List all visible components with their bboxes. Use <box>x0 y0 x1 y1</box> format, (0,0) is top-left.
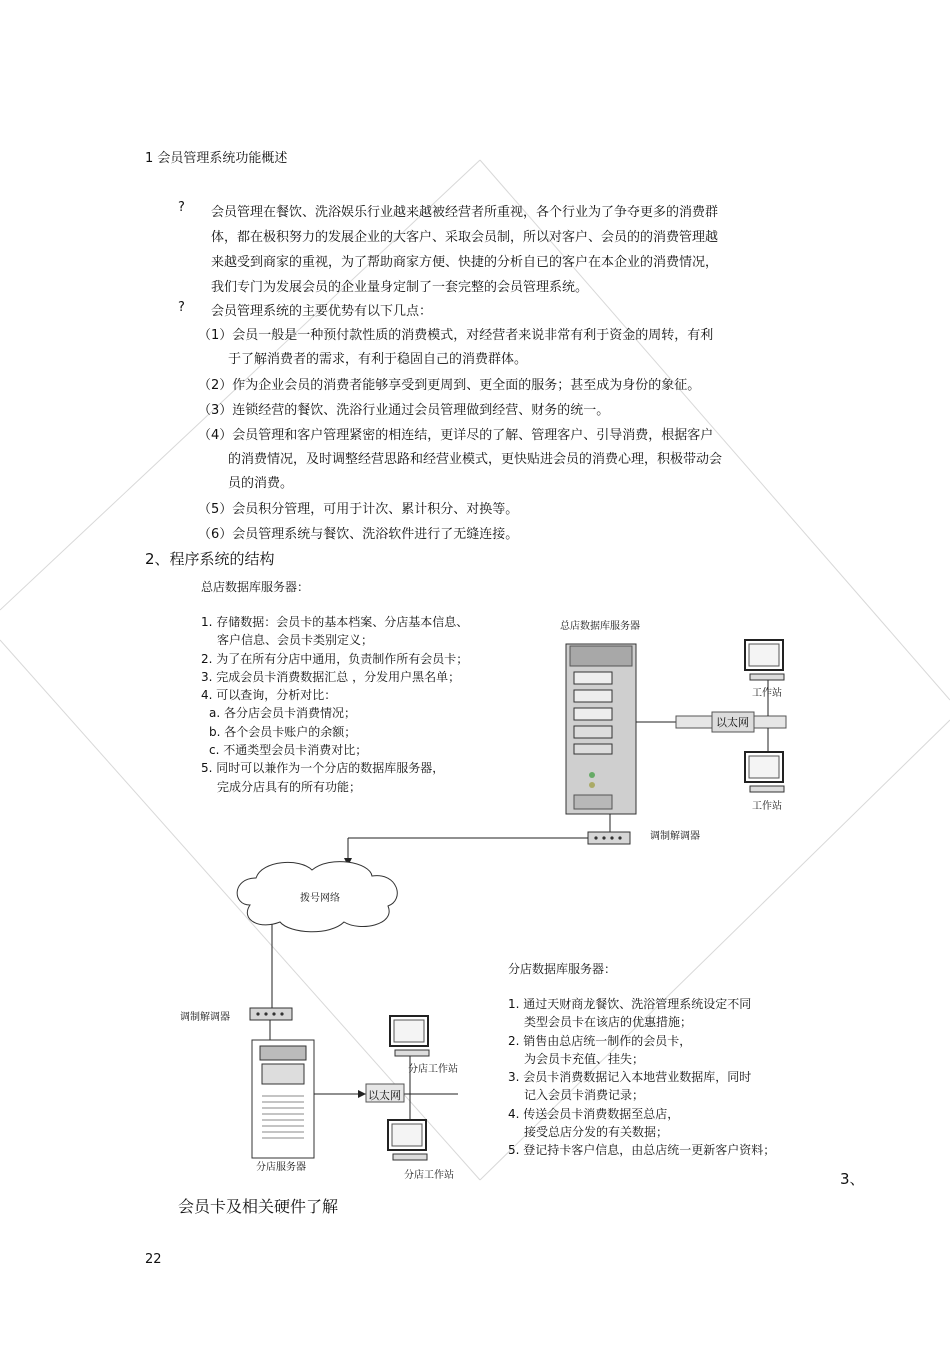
list-item: b. 各个会员卡账户的余额； <box>209 724 357 739</box>
branch-workstation-label: 分店工作站 <box>408 1064 458 1075</box>
hq-server-icon <box>566 644 636 814</box>
section1-heading: 1 会员管理系统功能概述 <box>145 151 288 166</box>
list-item: 员的消费。 <box>228 476 294 491</box>
list-item: 4. 可以查询，分析对比： <box>201 688 337 703</box>
intro-paragraph <box>211 200 718 300</box>
list-item: （6）会员管理系统与餐饮、洗浴软件进行了无缝连接。 <box>198 527 519 542</box>
workstation-icon <box>745 640 784 680</box>
bullet-marker: ? <box>178 300 185 315</box>
list-item: 2. 销售由总店统一制作的会员卡， <box>508 1033 692 1048</box>
branch-title: 分店数据库服务器： <box>508 962 617 976</box>
branch-list <box>508 995 775 1160</box>
workstation-icon <box>388 1120 427 1160</box>
workstation-icon <box>745 752 784 792</box>
list-item: 客户信息、会员卡类别定义； <box>217 633 374 648</box>
list-item: （3）连锁经营的餐饮、洗浴行业通过会员管理做到经营、财务的统一。 <box>198 403 610 418</box>
ethernet-label: 以太网 <box>368 1089 401 1102</box>
list-item: 1. 通过天财商龙餐饮、洗浴管理系统设定不同 <box>508 997 752 1011</box>
list-item: 记入会员卡消费记录； <box>524 1088 645 1103</box>
text-line: 来越受到商家的重视，为了帮助商家方便、快捷的分析自已的客户在本企业的消费情况， <box>211 255 719 270</box>
list-item: （2）作为企业会员的消费者能够享受到更周到、更全面的服务；甚至成为身份的象征。 <box>198 378 701 393</box>
modem-icon <box>250 1008 292 1020</box>
section2-heading: 2、程序系统的结构 <box>145 550 275 568</box>
bullet-marker: ? <box>178 200 185 215</box>
branch-server-icon <box>252 1040 314 1158</box>
workstation-icon <box>390 1016 429 1056</box>
workstation-label: 工作站 <box>752 688 782 699</box>
list-item: 接受总店分发的有关数据； <box>524 1125 669 1140</box>
dialup-label: 拨号网络 <box>300 893 340 904</box>
hq-list <box>201 613 468 796</box>
list-item: 类型会员卡在该店的优惠措施； <box>524 1015 693 1030</box>
list-item: 3. 完成会员卡消费数据汇总 ，分发用户黑名单； <box>201 669 461 684</box>
text-line: 我们专门为发展会员的企业量身定制了一套完整的会员管理系统。 <box>211 280 589 295</box>
list-item: 的消费情况，及时调整经营思路和经营业模式，更快贴进会员的消费心理，积极带动会 <box>228 452 723 467</box>
list-item: 为会员卡充值、挂失； <box>524 1051 645 1066</box>
page-number: 22 <box>145 1252 162 1267</box>
workstation-label: 工作站 <box>752 801 782 812</box>
list-item: （1）会员一般是一种预付款性质的消费模式，对经营者来说非常有利于资金的周转，有利 <box>198 328 714 343</box>
modem-label: 调制解调器 <box>650 831 700 842</box>
list-item: （5）会员积分管理，可用于计次、累计积分、对换等。 <box>198 502 519 517</box>
modem-label: 调制解调器 <box>180 1012 230 1023</box>
list-item: 完成分店具有的所有功能； <box>217 779 362 794</box>
text-line: 会员管理在餐饮、洗浴娱乐行业越来越被经营者所重视，各个行业为了争夺更多的消费群 <box>211 205 719 220</box>
hq-server-label: 总店数据库服务器 <box>560 621 640 632</box>
text-line: 体，都在极积努力的发展企业的大客户、采取会员制，所以对客户、会员的的消费管理越 <box>211 230 719 245</box>
list-item: 1. 存储数据：会员卡的基本档案、分店基本信息、 <box>201 615 469 629</box>
modem-icon <box>588 832 630 844</box>
section3-number: 3、 <box>840 1170 865 1188</box>
section3-heading: 会员卡及相关硬件了解 <box>178 1197 339 1216</box>
list-item: 2. 为了在所有分店中通用，负责制作所有会员卡； <box>201 651 469 666</box>
list-item: 3. 会员卡消费数据记入本地营业数据库，同时 <box>508 1070 752 1085</box>
list-item: 5. 登记持卡客户信息，由总店统一更新客户资料； <box>508 1143 776 1158</box>
list-item: 4. 传送会员卡消费数据至总店， <box>508 1106 680 1121</box>
list-item: 于了解消费者的需求，有利于稳固自己的消费群体。 <box>228 352 528 367</box>
list-item: c. 不通类型会员卡消费对比； <box>209 743 368 758</box>
list-item: 5. 同时可以兼作为一个分店的数据库服务器， <box>201 761 445 776</box>
list-item: （4）会员管理和客户管理紧密的相连结，更详尽的了解、管理客户、引导消费，根据客户 <box>198 428 714 443</box>
ethernet-label: 以太网 <box>716 716 749 729</box>
branch-server-label: 分店服务器 <box>256 1162 306 1173</box>
hq-title: 总店数据库服务器： <box>201 580 310 594</box>
branch-workstation-label: 分店工作站 <box>404 1170 454 1181</box>
list-item: a. 各分店会员卡消费情况； <box>209 706 356 721</box>
advantages-intro: 会员管理系统的主要优势有以下几点： <box>211 304 433 319</box>
